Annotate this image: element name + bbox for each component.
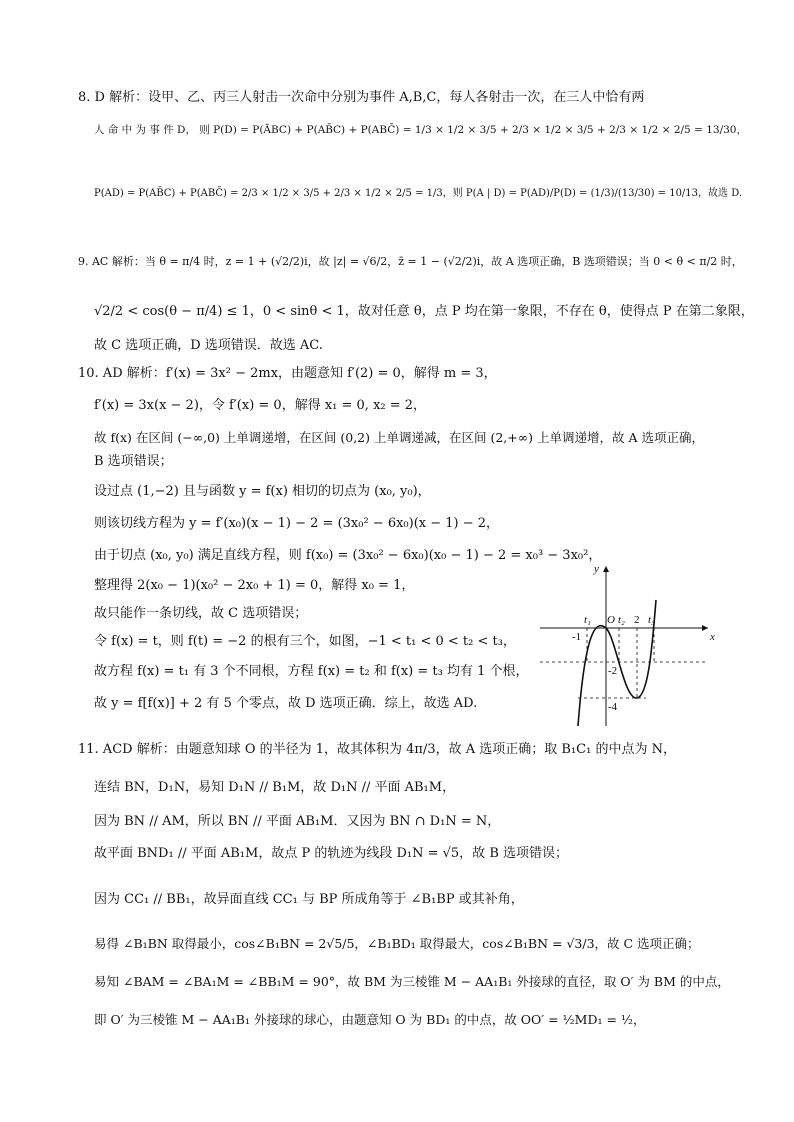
y-axis-arrow (603, 566, 609, 572)
graph-origin-label: O (607, 614, 615, 626)
q10-line-3: 故 f(x) 在区间 (−∞,0) 上单调递增，在区间 (0,2) 上单调递减，在区间 (2,+∞) 上单调递增，故 A 选项正确， (94, 430, 704, 445)
q10-line-10: 令 f(x) = t，则 f(t) = −2 的根有三个，如图，−1 < t₁ < 0 < t₂ < t₃， (94, 634, 516, 649)
q9-line-3: 故 C 选项正确，D 选项错误．故选 AC. (94, 338, 323, 353)
graph-neg2-label: -2 (608, 665, 618, 677)
q10-line-5: 设过点 (1,−2) 且与函数 y = f(x) 相切的切点为 (x₀, y₀)， (94, 484, 431, 499)
q11-line-4: 故平面 BND₁ // 平面 AB₁M，故点 P 的轨迹为线段 D₁N = √5，故 B 选项错误； (94, 846, 568, 861)
graph-neg4-label: -4 (608, 701, 618, 713)
graph-t3-label: t₃ (648, 614, 655, 626)
q10-line-7: 由于切点 (x₀, y₀) 满足直线方程，则 f(x₀) = (3x₀² − 6x₀)(x₀ − 1) − 2 = x₀³ − 3x₀²， (94, 548, 602, 563)
graph-two-label: 2 (634, 614, 640, 626)
q10-line-1: 10. AD 解析：f′(x) = 3x² − 2mx，由题意知 f′(2) = 0，解得 m = 3， (78, 366, 497, 381)
q10-line-8: 整理得 2(x₀ − 1)(x₀² − 2x₀ + 1) = 0，解得 x₀ = 1， (94, 578, 415, 593)
q11-line-7: 易知 ∠BAM = ∠BA₁M = ∠BB₁M = 90°，故 BM 为三棱锥 M − AA₁B₁ 外接球的直径，取 O′ 为 BM 的中点， (94, 974, 730, 989)
graph-t2-label: t₂ (618, 614, 625, 626)
q11-line-5: 因为 CC₁ // BB₁，故异面直线 CC₁ 与 BP 所成角等于 ∠B₁BP 或其补角， (94, 892, 524, 907)
q10-line-6: 则该切线方程为 y = f′(x₀)(x − 1) − 2 = (3x₀² − 6x₀)(x − 1) − 2， (94, 516, 500, 531)
graph-t1-label: t₁ (584, 614, 591, 626)
q11-line-3: 因为 BN // AM，所以 BN // 平面 AB₁M．又因为 BN ∩ D₁N = N， (94, 814, 501, 829)
graph-x-label: x (710, 631, 715, 643)
q10-line-9: 故只能作一条切线，故 C 选项错误； (94, 606, 308, 621)
cubic-function-graph (536, 560, 716, 730)
graph-y-label: y (594, 563, 599, 575)
q9-line-1: 9. AC 解析：当 θ = π/4 时，z = 1 + (√2/2)i，故 |z| = √6/2，z̄ = 1 − (√2/2)i，故 A 选项正确，B 选项错误；当 0 < θ < π/2 时， (78, 255, 743, 268)
q8-line-2 (94, 122, 747, 138)
q11-line-1: 11. ACD 解析：由题意知球 O 的半径为 1，故其体积为 4π/3，故 A 选项正确；取 B₁C₁ 的中点为 N， (78, 742, 676, 757)
q8-line-2a: 人 命 中 为 事 件 D， 则 P(D) = P(ĀBC) + P(AB̄C) + P(ABC̄) = (94, 124, 415, 136)
q10-line-4: B 选项错误； (94, 454, 173, 469)
q8-line-1: 8. D 解析：设甲、乙、丙三人射击一次命中分别为事件 A,B,C，每人各射击一次，在三人中恰有两 (78, 90, 645, 105)
q11-line-8: 即 O′ 为三棱锥 M − AA₁B₁ 外接球的球心，由题意知 O 为 BD₁ 的中点，故 OO′ = ½MD₁ = ½， (94, 1012, 646, 1027)
x-axis-arrow (702, 625, 708, 631)
q8-line-3: P(AD) = P(AB̄C) + P(ABC̄) = 2/3 × 1/2 × 3/5 + 2/3 × 1/2 × 2/5 = 1/3，则 P(A | D) = P(AD)/P(D) = (1/3)/(13/30) = 10/13，故选 D. (94, 188, 743, 199)
q10-line-11: 故方程 f(x) = t₁ 有 3 个不同根，方程 f(x) = t₂ 和 f(x) = t₃ 均有 1 个根， (94, 664, 529, 679)
q8-line-2b: 1/3 × 1/2 × 3/5 + 2/3 × 1/2 × 3/5 + 2/3 × 1/2 × 2/5 = 13/30， (414, 124, 747, 136)
q9-line-2: √2/2 < cos(θ − π/4) ≤ 1，0 < sinθ < 1，故对任意 θ，点 P 均在第一象限，不存在 θ，使得点 P 在第二象限， (94, 304, 754, 319)
q11-line-2: 连结 BN，D₁N，易知 D₁N // B₁M，故 D₁N // 平面 AB₁M， (94, 780, 456, 795)
q10-line-12: 故 y = f[f(x)] + 2 有 5 个零点，故 D 选项正确．综上，故选 AD. (94, 696, 478, 711)
graph-neg1-label: -1 (572, 631, 582, 643)
q11-line-6: 易得 ∠B₁BN 取得最小，cos∠B₁BN = 2√5/5，∠B₁BD₁ 取得最大，cos∠B₁BN = √3/3，故 C 选项正确； (94, 936, 700, 951)
q10-line-2: f′(x) = 3x(x − 2)，令 f′(x) = 0，解得 x₁ = 0, x₂ = 2， (94, 398, 427, 413)
